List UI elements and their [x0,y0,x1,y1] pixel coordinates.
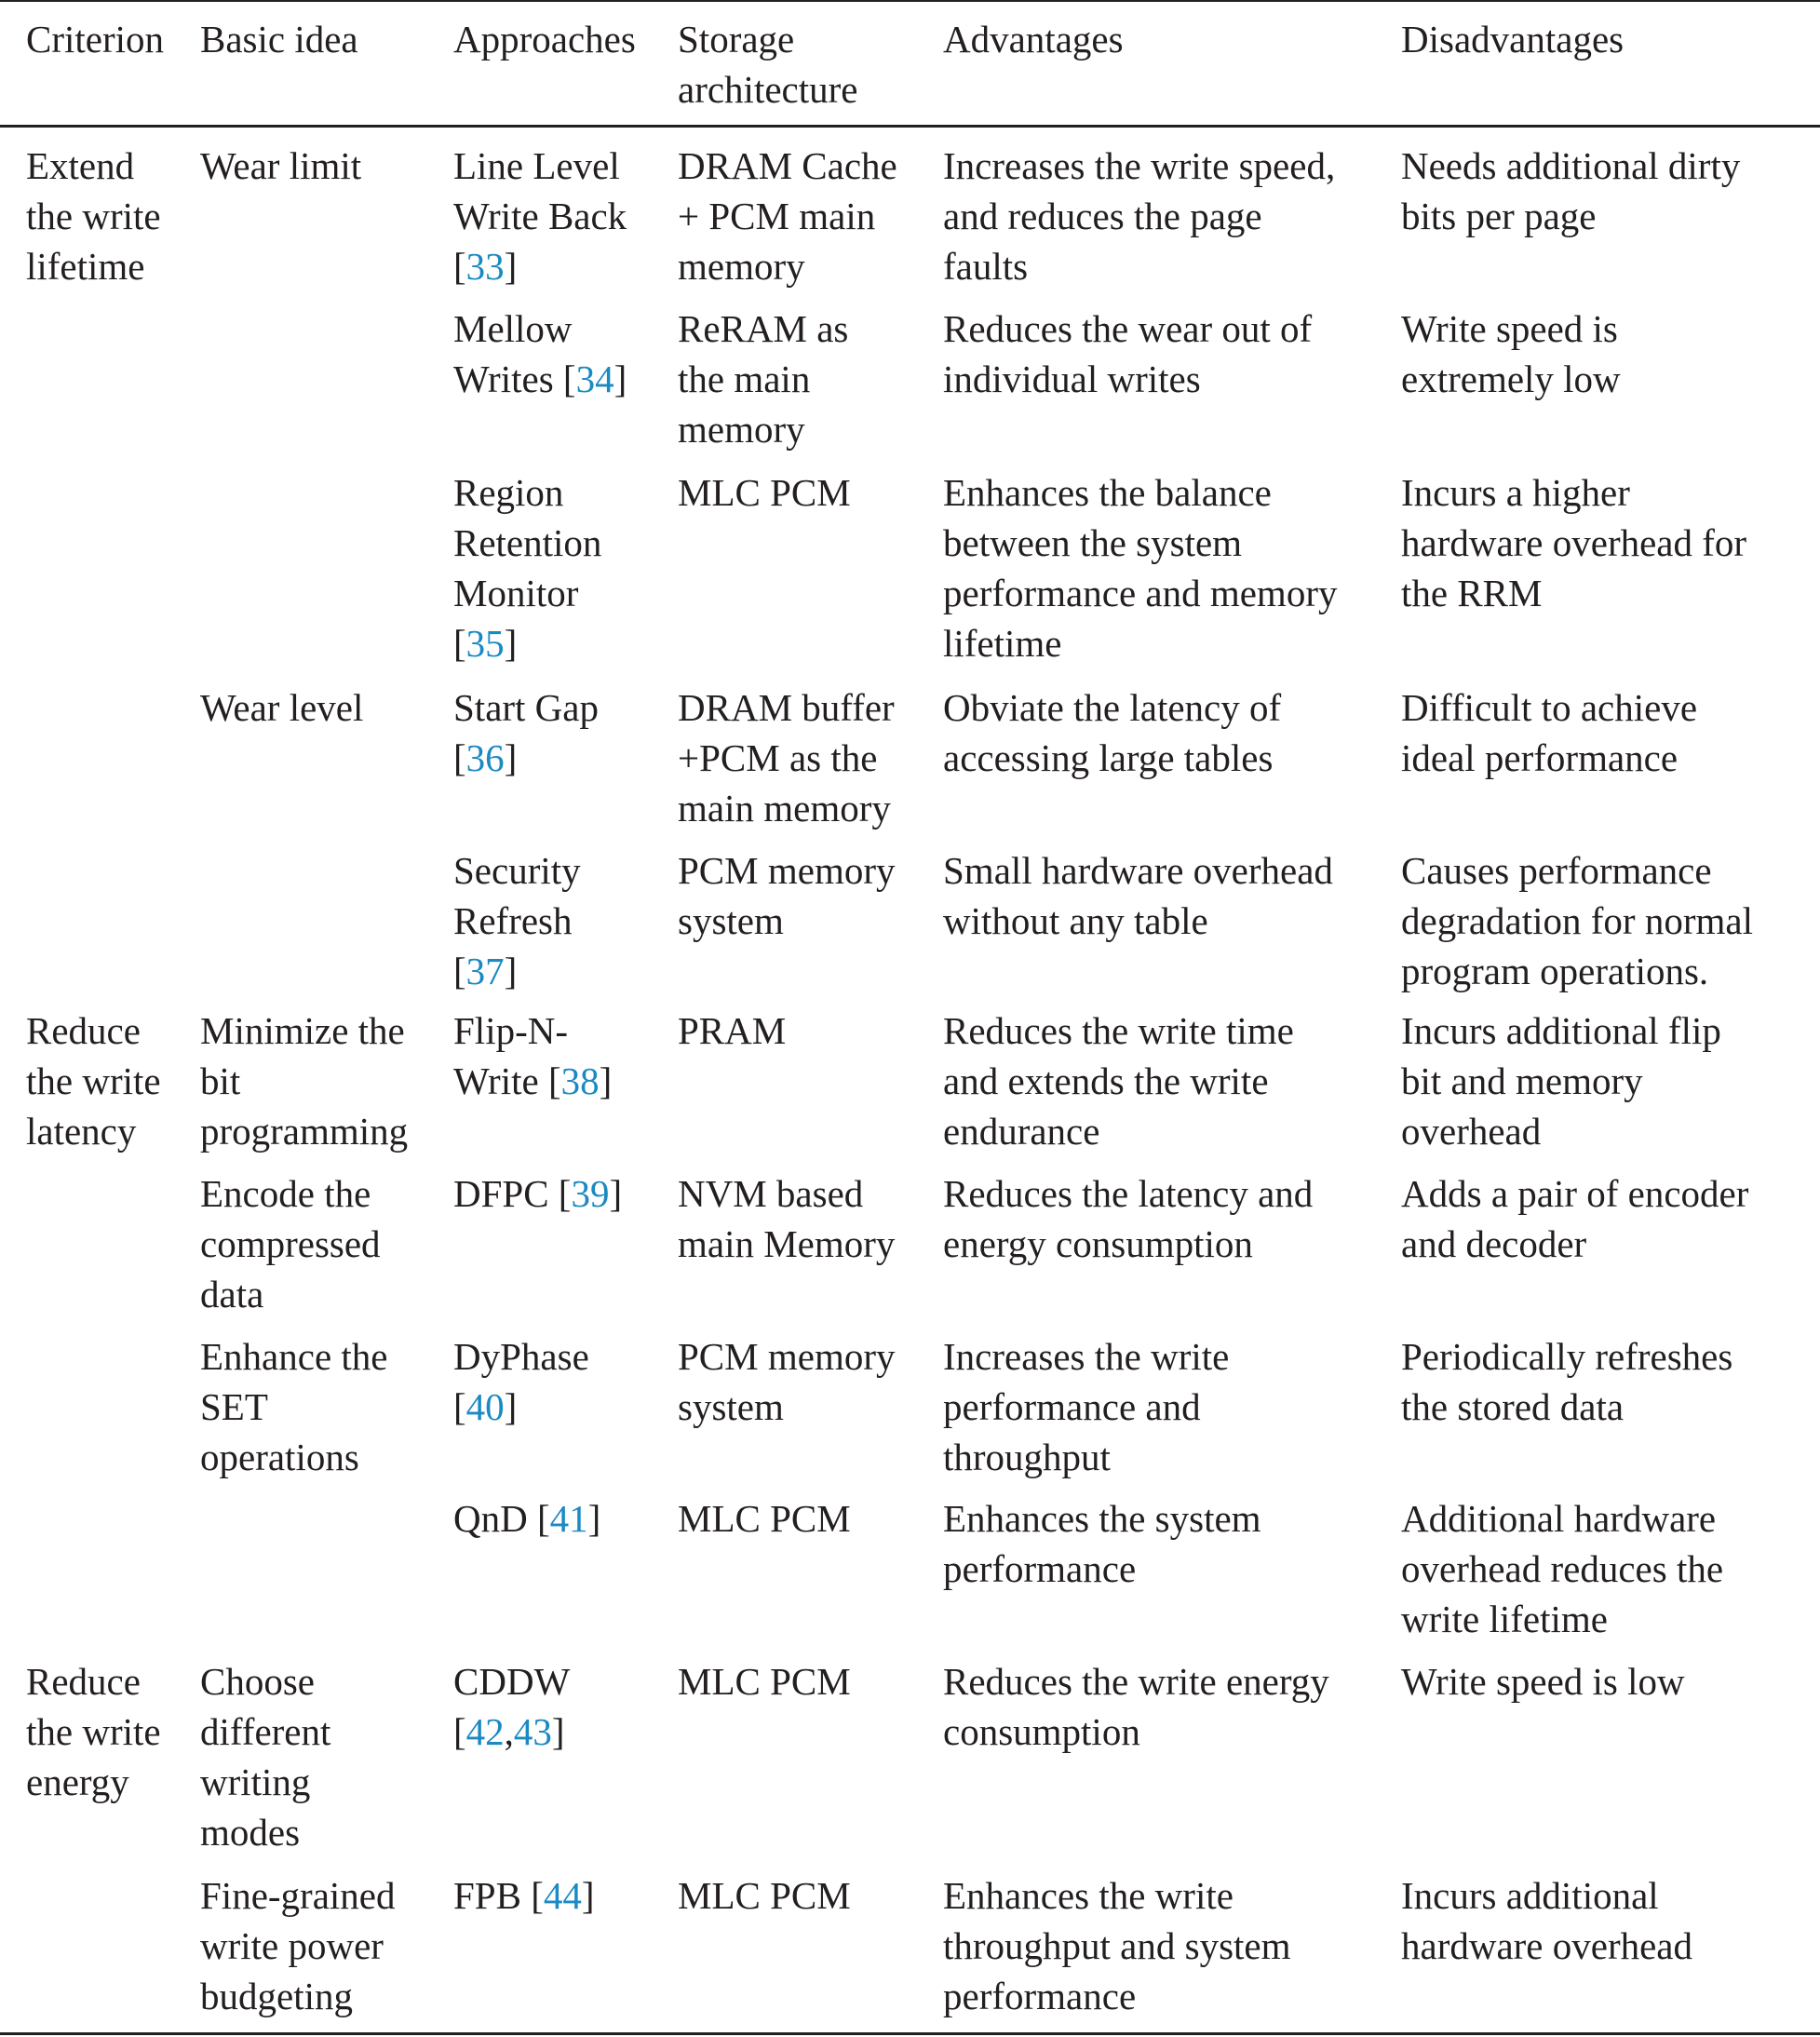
disadvantages-cell: Additional hardware overhead reduces the write lifetime [1401,1497,1724,1640]
advantages-cell: Small hardware overhead without any table [943,849,1333,942]
disadvantages-cell: Difficult to achieve ideal performance [1401,686,1698,779]
basic-idea-encode-compressed: Encode the compressed data [200,1172,381,1315]
storage-cell: DRAM Cache + PCM main memory [678,144,897,288]
header-approaches: Approaches [453,18,636,61]
basic-idea-writing-modes: Choose different writing modes [200,1660,331,1854]
disadvantages-cell: Periodically refreshes the stored data [1401,1335,1733,1428]
approach-flip-n-write: Flip-N- Write [38] [453,1009,613,1102]
storage-cell: PCM memory system [678,849,896,942]
header-disadvantages: Disadvantages [1401,18,1625,61]
storage-cell: PCM memory system [678,1335,896,1428]
citation-link[interactable]: 41 [549,1497,588,1540]
disadvantages-cell: Incurs a higher hardware overhead for the RRM [1401,471,1747,614]
citation-link[interactable]: 37 [465,950,505,992]
storage-cell: ReRAM as the main memory [678,307,849,451]
table-bottom-rule [0,2032,1820,2035]
advantages-cell: Reduces the latency and energy consumption [943,1172,1314,1265]
approach-security-refresh: Security Refresh [37] [453,849,581,992]
citation-link[interactable]: 43 [513,1710,552,1753]
disadvantages-cell: Needs additional dirty bits per page [1401,144,1741,237]
disadvantages-cell: Incurs additional flip bit and memory overhead [1401,1009,1721,1153]
header-basic-idea: Basic idea [200,18,358,61]
citation-link[interactable]: 42 [465,1710,505,1753]
disadvantages-cell: Write speed is extremely low [1401,307,1621,400]
table-top-rule [0,0,1820,2]
criterion-reduce-energy: Reduce the write energy [26,1660,161,1803]
citation-link[interactable]: 44 [543,1874,582,1917]
header-storage-architecture: Storage architecture [678,18,858,111]
storage-cell: MLC PCM [678,1497,851,1540]
basic-idea-power-budgeting: Fine-grained write power budgeting [200,1874,396,2017]
citation-link[interactable]: 39 [571,1172,610,1215]
approach-dyphase: DyPhase [40] [453,1335,589,1428]
approach-dfpc: DFPC [39] [453,1172,623,1215]
approach-region-retention-monitor: Region Retention Monitor [35] [453,471,602,665]
disadvantages-cell: Causes performance degradation for normal program operations. [1401,849,1753,992]
storage-cell: PRAM [678,1009,787,1052]
storage-cell: MLC PCM [678,1874,851,1917]
advantages-cell: Enhances the write throughput and system performance [943,1874,1291,2017]
basic-idea-wear-level: Wear level [200,686,364,729]
citation-link[interactable]: 38 [560,1059,600,1102]
approach-qnd: QnD [41] [453,1497,601,1540]
advantages-cell: Reduces the wear out of individual writes [943,307,1313,400]
basic-idea-enhance-set: Enhance the SET operations [200,1335,388,1478]
disadvantages-cell: Adds a pair of encoder and decoder [1401,1172,1749,1265]
header-criterion: Criterion [26,18,165,61]
advantages-cell: Enhances the system performance [943,1497,1261,1590]
header-rule [0,125,1820,128]
approach-line-level-write-back: Line Level Write Back [33] [453,144,627,288]
storage-cell: MLC PCM [678,1660,851,1703]
advantages-cell: Obviate the latency of accessing large tables [943,686,1282,779]
approach-fpb: FPB [44] [453,1874,595,1917]
disadvantages-cell: Incurs additional hardware overhead [1401,1874,1693,1967]
advantages-cell: Reduces the write energy consumption [943,1660,1329,1753]
advantages-cell: Enhances the balance between the system performance and memory lifetime [943,471,1338,665]
citation-link[interactable]: 34 [575,357,614,400]
criterion-extend-lifetime: Extend the write lifetime [26,144,161,288]
criterion-reduce-latency: Reduce the write latency [26,1009,161,1153]
advantages-cell: Increases the write performance and throughput [943,1335,1230,1478]
header-advantages: Advantages [943,18,1124,61]
citation-link[interactable]: 35 [465,622,505,665]
approach-start-gap: Start Gap [36] [453,686,599,779]
storage-cell: NVM based main Memory [678,1172,896,1265]
approach-cddw: CDDW [42,43] [453,1660,571,1753]
basic-idea-minimize-bit-programming: Minimize the bit programming [200,1009,409,1153]
storage-cell: DRAM buffer +PCM as the main memory [678,686,895,830]
basic-idea-wear-limit: Wear limit [200,144,362,187]
citation-link[interactable]: 36 [465,736,505,779]
advantages-cell: Reduces the write time and extends the write endurance [943,1009,1294,1153]
storage-cell: MLC PCM [678,471,851,514]
advantages-cell: Increases the write speed, and reduces the page faults [943,144,1336,288]
approach-mellow-writes: Mellow Writes [34] [453,307,627,400]
citation-link[interactable]: 33 [465,245,505,288]
citation-link[interactable]: 40 [465,1385,505,1428]
disadvantages-cell: Write speed is low [1401,1660,1685,1703]
